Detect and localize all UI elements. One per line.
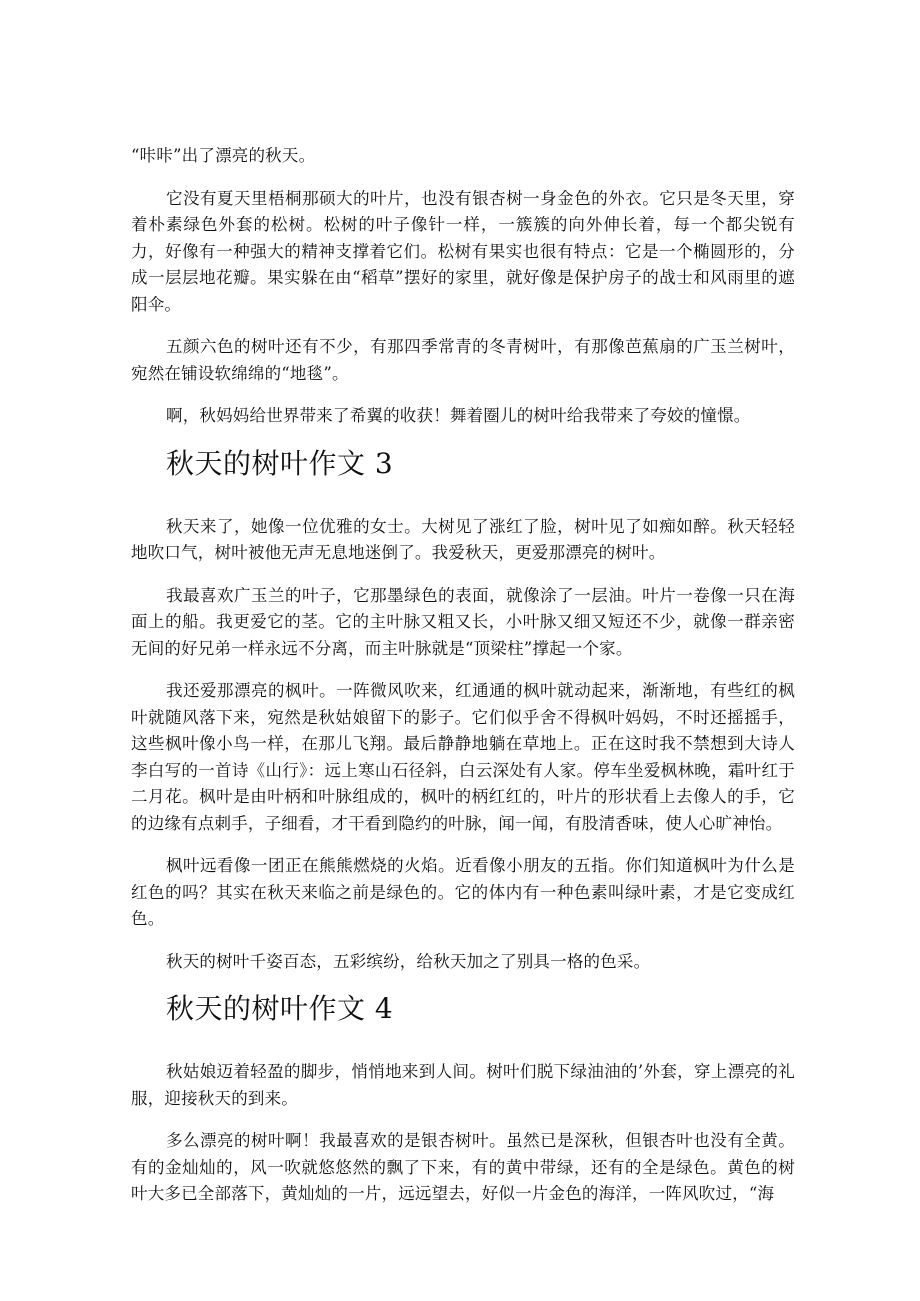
paragraph: 多么漂亮的树叶啊！我最喜欢的是银杏树叶。虽然已是深秋，但银杏叶也没有全黄。有的金灿灿的，风一吹就悠悠然的飘了下来，有的黄中带绿，还有的全是绿色。黄色的树叶大多已全部落下，黄灿灿的一片，远远望去，好似一片金色的海洋，一阵风吹过，“海 — [131, 1131, 795, 1203]
paragraph: 枫叶远看像一团正在熊熊燃烧的火焰。近看像小朋友的五指。你们知道枫叶为什么是红色的吗？其实在秋天来临之前是绿色的。它的体内有一种色素叫绿叶素，才是它变成红色。 — [131, 856, 795, 928]
paragraph: 啊，秋妈妈给世界带来了希翼的收获！舞着圈儿的树叶给我带来了夸姣的憧憬。 — [166, 406, 751, 425]
section-heading: 秋天的树叶作文 3 — [166, 446, 394, 480]
paragraph: 它没有夏天里梧桐那硕大的叶片，也没有银杏树一身金色的外衣。它只是冬天里，穿着朴素绿色外套的松树。松树的叶子像针一样，一簇簇的向外伸长着，每一个都尖锐有力，好像有一种强大的精神支撑着它们。松树有果实也很有特点：它是一个椭圆形的，分成一层层地花瓣。果实躲在由“稻草”摆好的家里，就好像是保护房子的战士和风雨里的遮阳伞。 — [131, 188, 795, 314]
document-body — [131, 143, 795, 1208]
paragraph: 我还爱那漂亮的枫叶。一阵微风吹来，红通通的枫叶就动起来，渐渐地，有些红的枫叶就随风落下来，宛然是秋姑娘留下的影子。它们似乎舍不得枫叶妈妈，不时还摇摇手，这些枫叶像小鸟一样，在那儿飞翔。最后静静地躺在草地上。正在这时我不禁想到大诗人李白写的一首诗《山行》：远上寒山石径斜，白云深处有人家。停车坐爱枫林晚，霜叶红于二月花。枫叶是由叶柄和叶脉组成的，枫叶的柄红红的，叶片的形状看上去像人的手，它的边缘有点刺手，子细看，才干看到隐约的叶脉，闻一闻，有股清香味，使人心旷神怡。 — [131, 681, 795, 833]
paragraph: 秋姑娘迈着轻盈的脚步，悄悄地来到人间。树叶们脱下绿油油的’外套，穿上漂亮的礼服，迎接秋天的到来。 — [131, 1062, 795, 1108]
section-heading: 秋天的树叶作文 4 — [166, 992, 394, 1025]
paragraph: 秋天来了，她像一位优雅的女士。大树见了涨红了脸，树叶见了如痴如醉。秋天轻轻地吹口气，树叶被他无声无息地迷倒了。我爱秋天，更爱那漂亮的树叶。 — [131, 516, 795, 562]
paragraph: 我最喜欢广玉兰的叶子，它那墨绿色的表面，就像涂了一层油。叶片一卷像一只在海面上的船。我更爱它的茎。它的主叶脉又粗又长，小叶脉又细又短还不少，就像一群亲密无间的好兄弟一样永远不分离，而主叶脉就是“顶梁柱”撑起一个家。 — [131, 585, 795, 658]
paragraph: 五颜六色的树叶还有不少，有那四季常青的冬青树叶，有那像芭蕉扇的广玉兰树叶，宛然在铺设软绵绵的“地毯”。 — [131, 337, 795, 383]
paragraph: “咔咔”出了漂亮的秋天。 — [131, 146, 316, 165]
paragraph: 秋天的树叶千姿百态，五彩缤纷，给秋天加之了别具一格的色采。 — [166, 951, 651, 971]
